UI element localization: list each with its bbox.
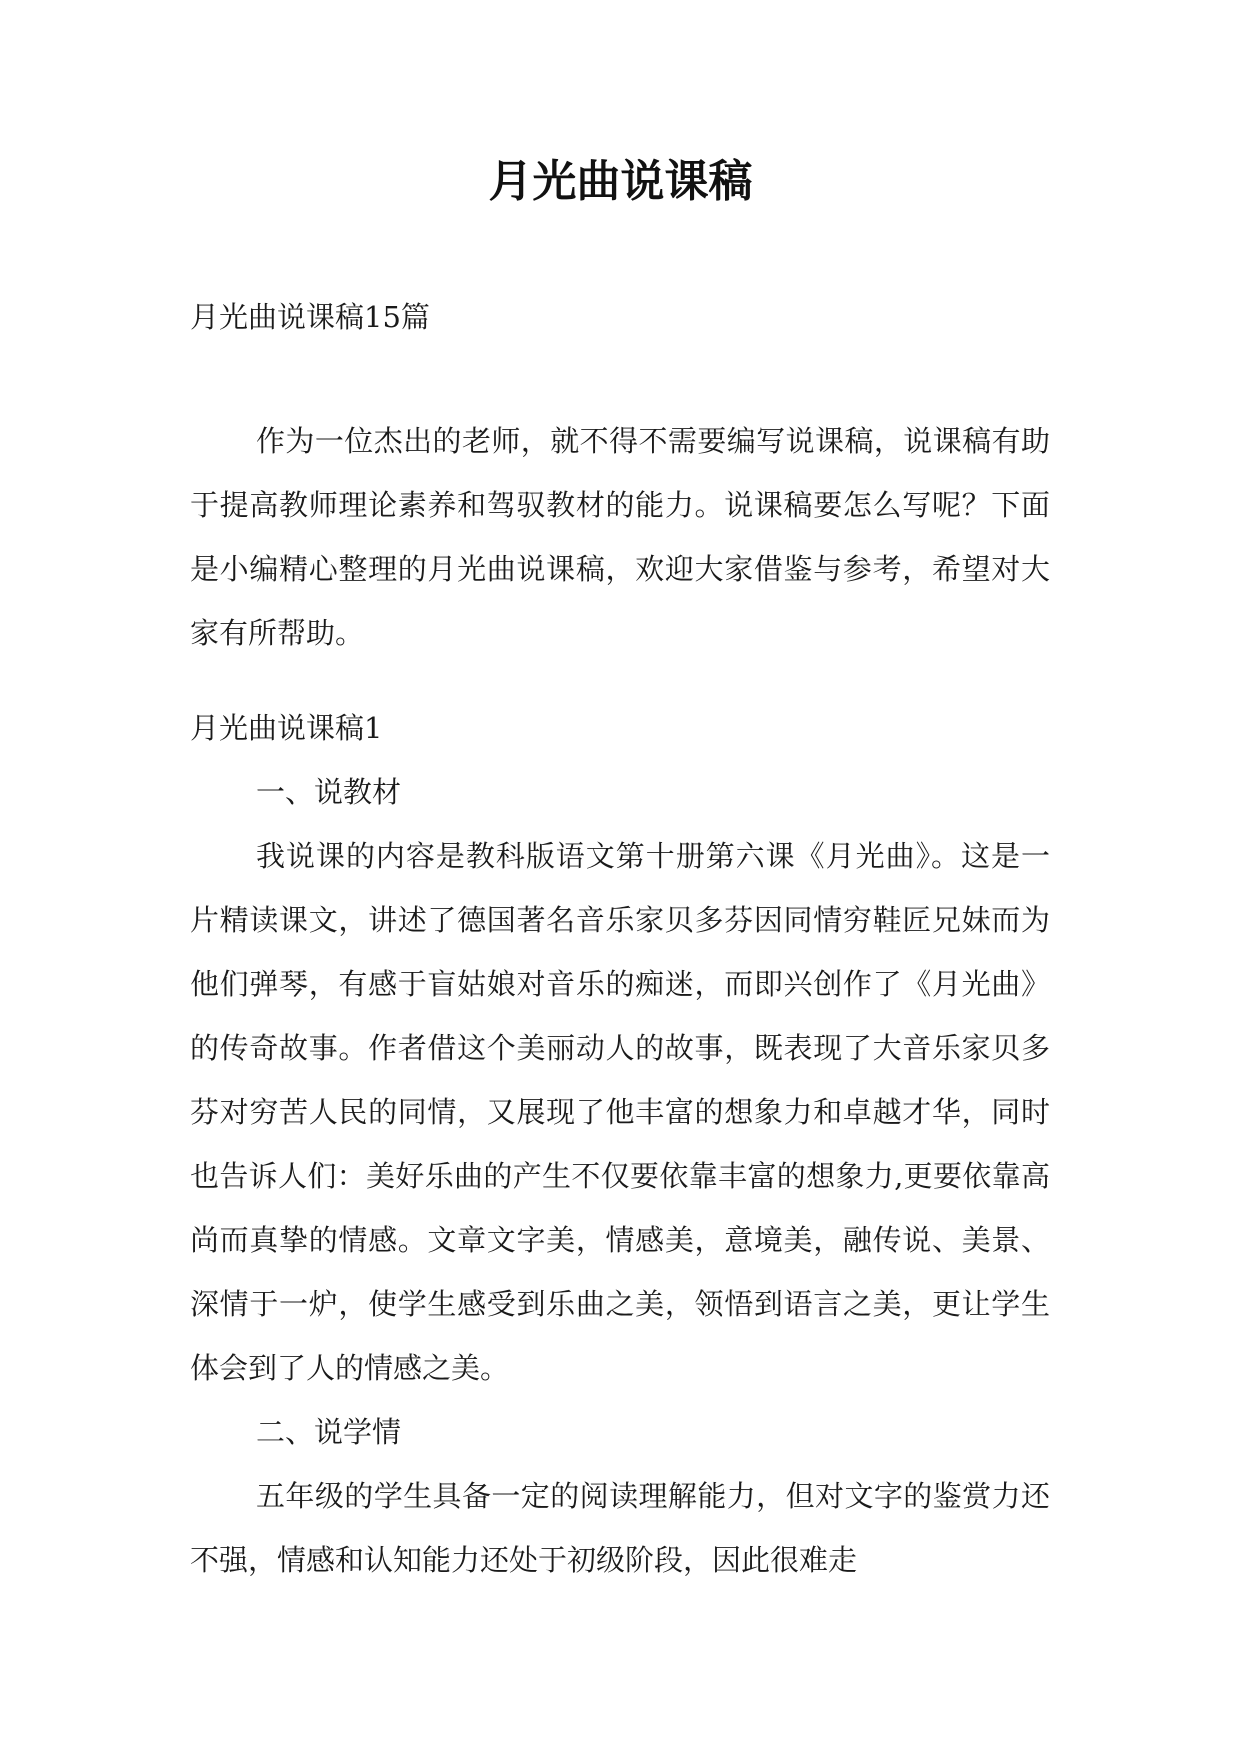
subheading-textbook: 一、说教材	[256, 775, 402, 809]
intro-paragraph: 作为一位杰出的老师，就不得不需要编写说课稿，说课稿有助于提高教师理论素养和驾驭教材的能力。说课稿要怎么写呢？下面是小编精心整理的月光曲说课稿，欢迎大家借鉴与参考，希望对大家有所帮助。	[190, 424, 1050, 650]
paragraph-students: 五年级的学生具备一定的阅读理解能力，但对文字的鉴赏力还不强，情感和认知能力还处于初级阶段，因此很难走	[190, 1479, 1050, 1577]
subheading-students: 二、说学情	[256, 1415, 402, 1449]
document-subtitle: 月光曲说课稿15篇	[190, 300, 430, 334]
page-title: 月光曲说课稿	[488, 156, 753, 207]
section-heading: 月光曲说课稿1	[190, 711, 383, 745]
paragraph-textbook: 我说课的内容是教科版语文第十册第六课《月光曲》。这是一片精读课文，讲述了德国著名音乐家贝多芬因同情穷鞋匠兄妹而为他们弹琴，有感于盲姑娘对音乐的痴迷，而即兴创作了《月光曲》的传奇故事。作者借这个美丽动人的故事，既表现了大音乐家贝多芬对穷苦人民的同情，又展现了他丰富的想象力和卓越才华，同时也告诉人们：美好乐曲的产生不仅要依靠丰富的想象力,更要依靠高尚而真挚的情感。文章文字美，情感美，意境美，融传说、美景、深情于一炉，使学生感受到乐曲之美，领悟到语言之美，更让学生体会到了人的情感之美。	[190, 839, 1050, 1385]
